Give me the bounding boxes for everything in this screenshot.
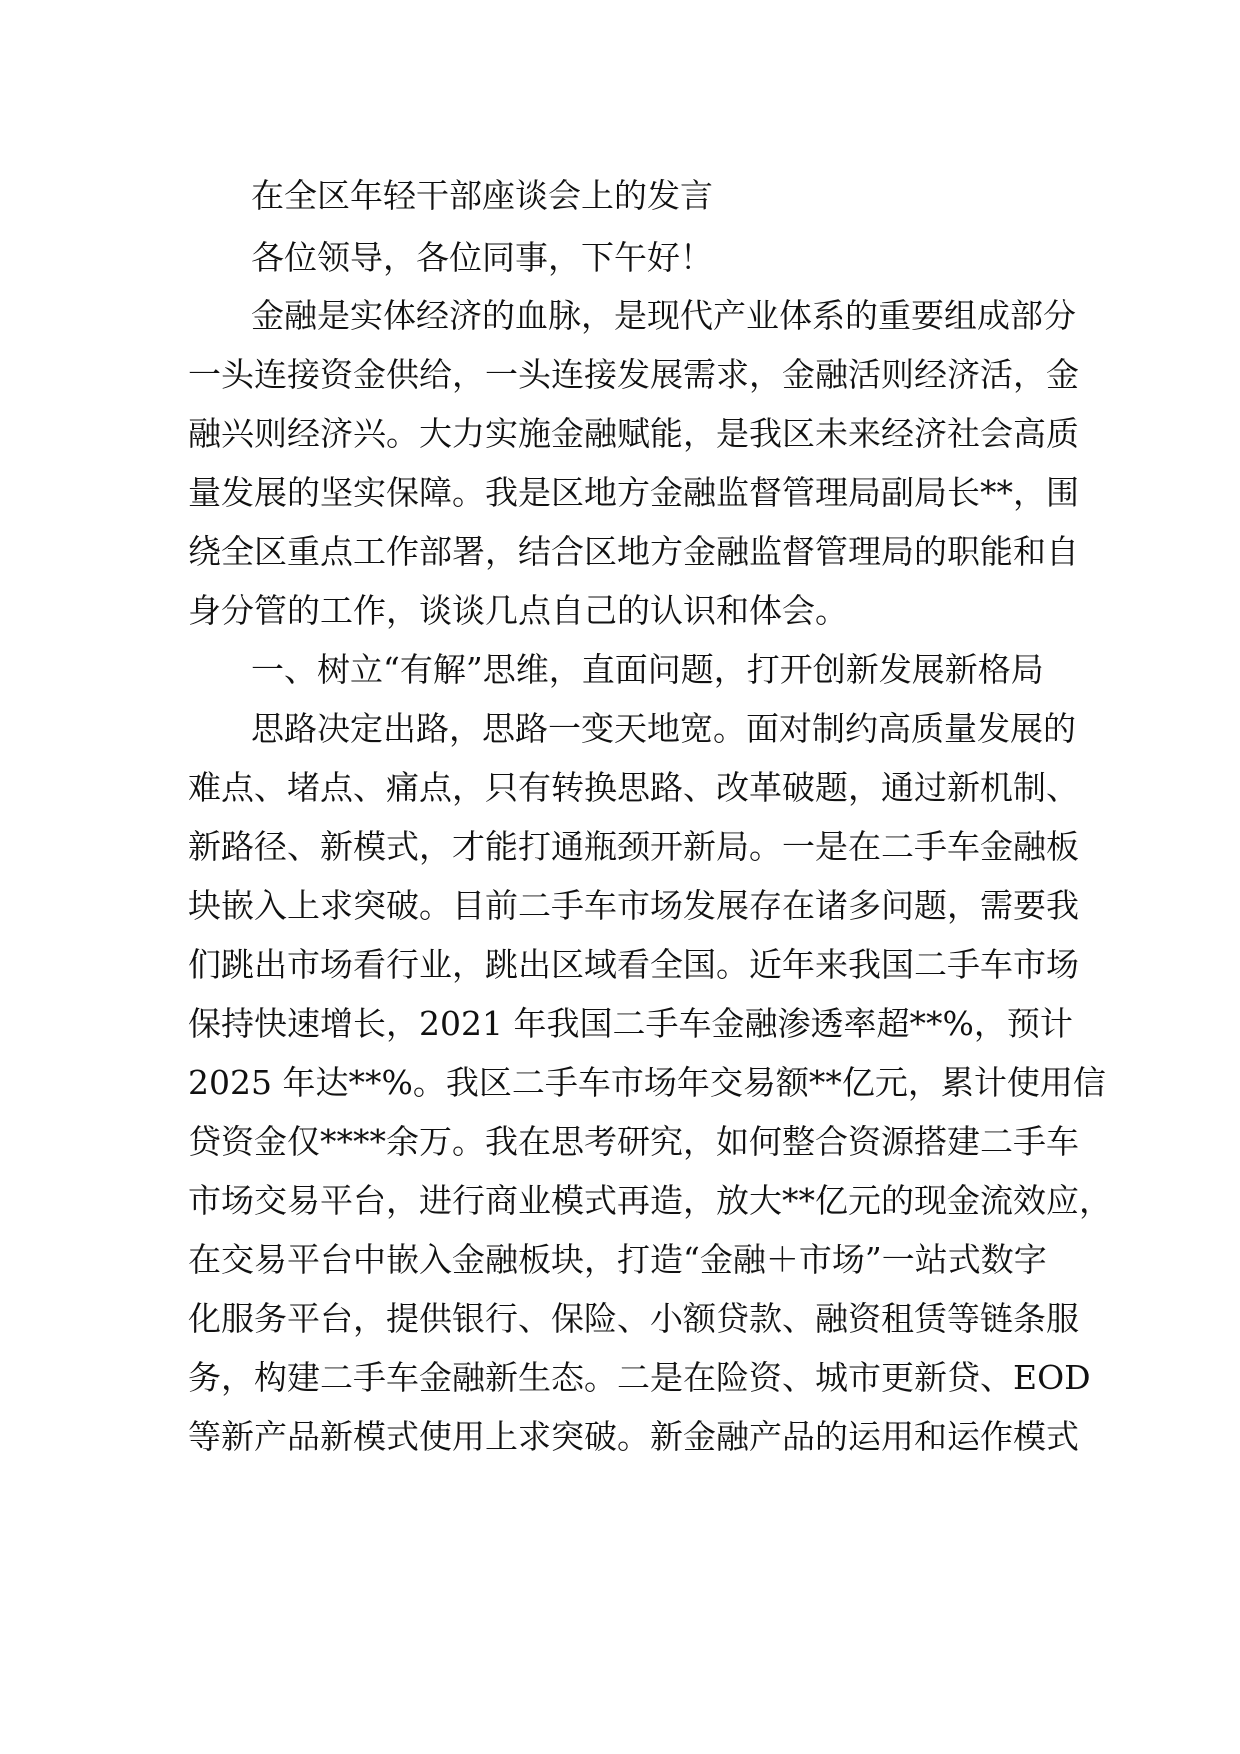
paragraph-line: 市场交易平台，进行商业模式再造，放大**亿元的现金流效应， bbox=[188, 1181, 1112, 1220]
paragraph-line: 在交易平台中嵌入金融板块，打造“金融＋市场”一站式数字 bbox=[188, 1240, 1047, 1279]
paragraph-line: 量发展的坚实保障。我是区地方金融监督管理局副局长**，围 bbox=[188, 473, 1079, 512]
paragraph-line: 等新产品新模式使用上求突破。新金融产品的运用和运作模式 bbox=[188, 1417, 1079, 1456]
greeting-line: 各位领导，各位同事，下午好！ bbox=[251, 238, 713, 277]
paragraph-line: 们跳出市场看行业，跳出区域看全国。近年来我国二手车市场 bbox=[188, 945, 1079, 984]
paragraph-line: 化服务平台，提供银行、保险、小额贷款、融资租赁等链条服 bbox=[188, 1299, 1079, 1338]
paragraph-line: 务，构建二手车金融新生态。二是在险资、城市更新贷、EOD bbox=[188, 1358, 1091, 1397]
paragraph-line: 保持快速增长，2021 年我国二手车金融渗透率超**%，预计 bbox=[188, 1004, 1073, 1043]
paragraph-line: 贷资金仅****余万。我在思考研究，如何整合资源搭建二手车 bbox=[188, 1122, 1079, 1161]
paragraph-line: 新路径、新模式，才能打通瓶颈开新局。一是在二手车金融板 bbox=[188, 827, 1079, 866]
paragraph-line: 融兴则经济兴。大力实施金融赋能，是我区未来经济社会高质 bbox=[188, 414, 1079, 453]
paragraph-line: 绕全区重点工作部署，结合区地方金融监督管理局的职能和自 bbox=[188, 532, 1079, 571]
document-title: 在全区年轻干部座谈会上的发言 bbox=[251, 176, 713, 215]
section-heading: 一、树立“有解”思维，直面问题，打开创新发展新格局 bbox=[251, 650, 1044, 689]
paragraph-line: 2025 年达**%。我区二手车市场年交易额**亿元，累计使用信 bbox=[188, 1063, 1106, 1102]
paragraph-line: 一头连接资金供给，一头连接发展需求，金融活则经济活，金 bbox=[188, 355, 1079, 394]
paragraph-line: 难点、堵点、痛点，只有转换思路、改革破题，通过新机制、 bbox=[188, 768, 1079, 807]
paragraph-line: 块嵌入上求突破。目前二手车市场发展存在诸多问题，需要我 bbox=[188, 886, 1079, 925]
paragraph-line: 金融是实体经济的血脉，是现代产业体系的重要组成部分 bbox=[251, 296, 1076, 335]
paragraph-line: 思路决定出路，思路一变天地宽。面对制约高质量发展的 bbox=[251, 709, 1076, 748]
paragraph-line: 身分管的工作，谈谈几点自己的认识和体会。 bbox=[188, 591, 848, 630]
